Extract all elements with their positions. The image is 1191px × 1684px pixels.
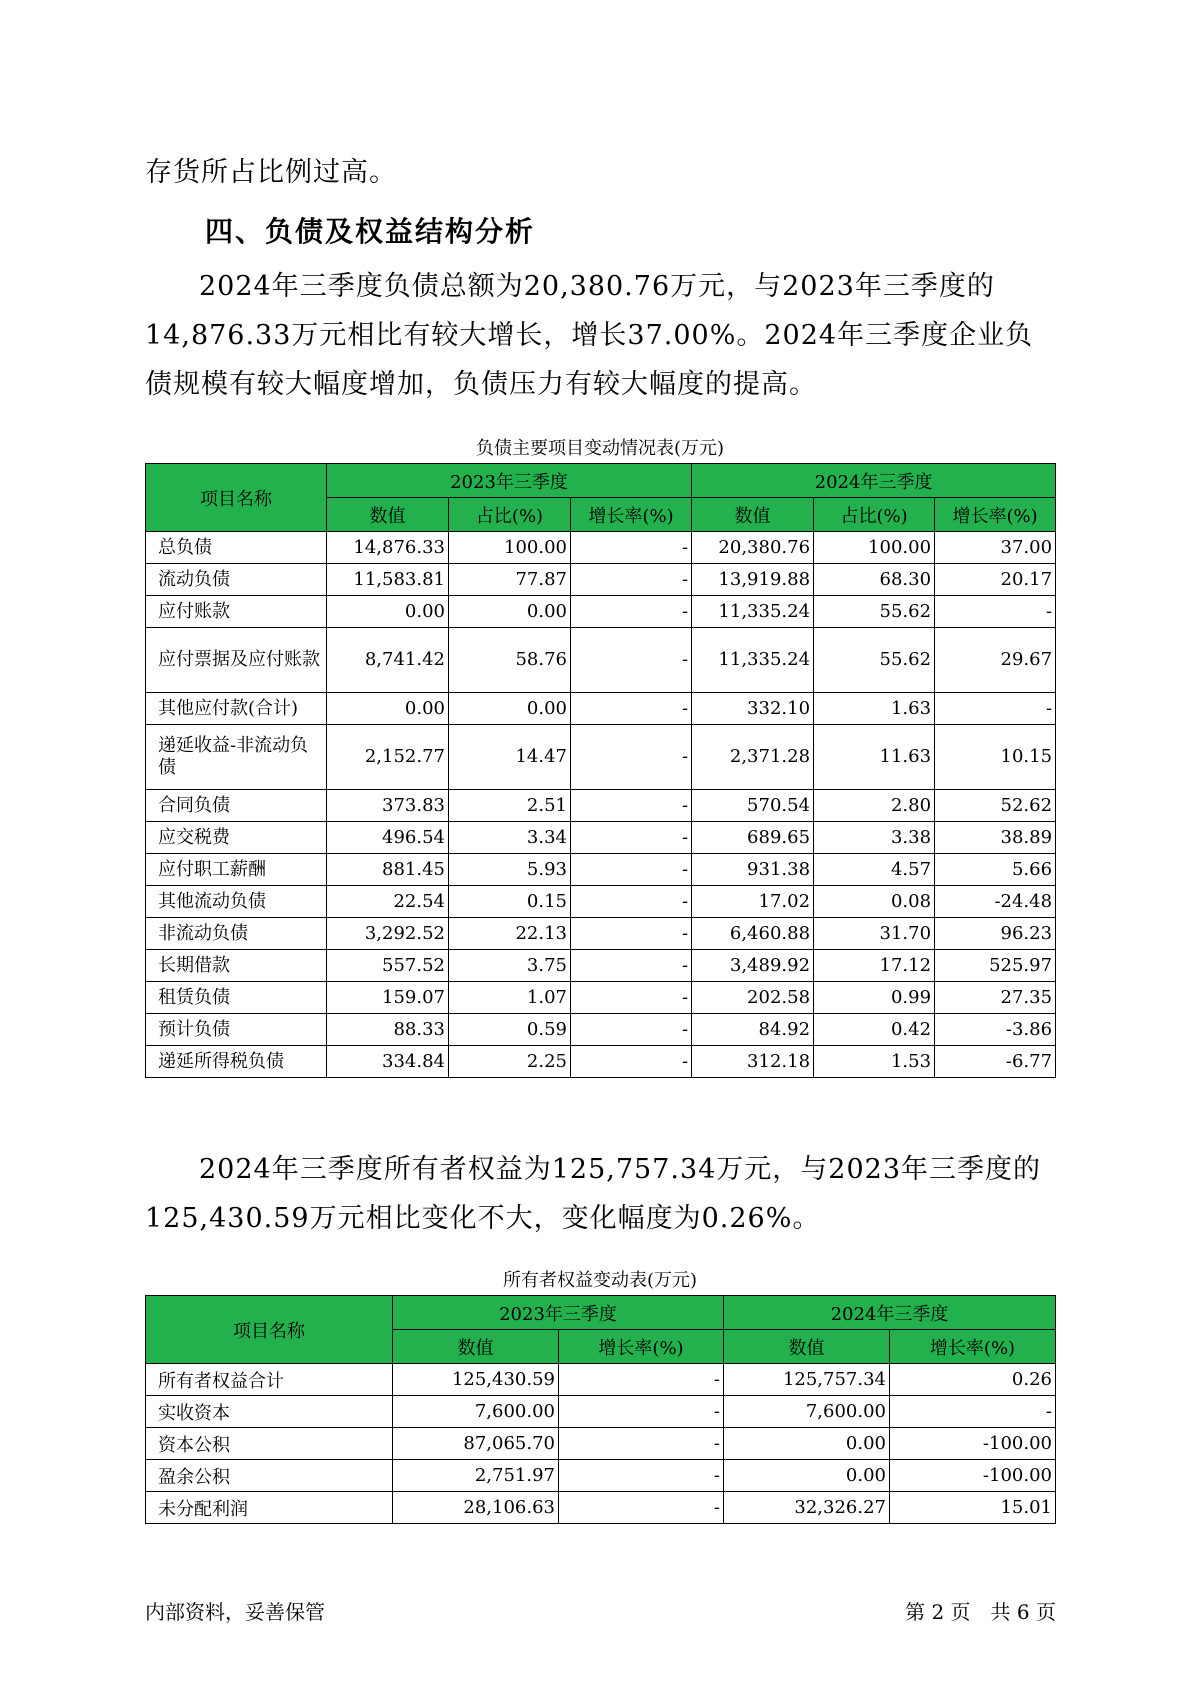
value-cell: 125,757.34 [724, 1364, 890, 1396]
table-row [146, 790, 1056, 822]
value-cell: 32,326.27 [724, 1492, 890, 1524]
growth-cell: 15.01 [890, 1492, 1056, 1524]
growth-cell: 20.17 [935, 564, 1056, 596]
value-cell: 8,741.42 [327, 628, 449, 693]
share-cell: 58.76 [449, 628, 571, 693]
growth-cell: - [571, 693, 692, 725]
share-cell: 1.63 [814, 693, 935, 725]
share-cell: 0.42 [814, 1014, 935, 1046]
table-row [146, 950, 1056, 982]
item-name-cell: 流动负债 [146, 564, 327, 596]
share-cell: 5.93 [449, 854, 571, 886]
table-row [146, 1428, 1056, 1460]
item-name-cell: 其他应付款(合计) [146, 693, 327, 725]
value-cell: 22.54 [327, 886, 449, 918]
footer-page-number: 第 2 页 共 6 页 [905, 1600, 1056, 1624]
liability-table [145, 463, 1056, 1078]
share-cell: 2.51 [449, 790, 571, 822]
growth-cell: - [571, 822, 692, 854]
growth-cell: - [571, 725, 692, 790]
value-cell: 17.02 [692, 886, 814, 918]
value-cell: 20,380.76 [692, 532, 814, 564]
table-row [146, 628, 1056, 693]
growth-cell: - [890, 1396, 1056, 1428]
value-cell: 557.52 [327, 950, 449, 982]
table-row [146, 854, 1056, 886]
header-growth: 增长率(%) [890, 1330, 1056, 1364]
value-cell: 7,600.00 [393, 1396, 559, 1428]
header-period-2024: 2024年三季度 [724, 1296, 1056, 1330]
share-cell: 3.75 [449, 950, 571, 982]
value-cell: 7,600.00 [724, 1396, 890, 1428]
item-name-cell: 递延收益-非流动负债 [146, 725, 327, 790]
table-row [146, 918, 1056, 950]
header-item-name: 项目名称 [146, 1296, 393, 1364]
value-cell: 373.83 [327, 790, 449, 822]
growth-cell: - [571, 532, 692, 564]
section-heading: 四、负债及权益结构分析 [205, 215, 536, 248]
header-period-2023: 2023年三季度 [393, 1296, 724, 1330]
growth-cell: - [559, 1492, 724, 1524]
value-cell: 689.65 [692, 822, 814, 854]
header-share: 占比(%) [449, 498, 571, 532]
header-period-2024: 2024年三季度 [692, 464, 1056, 498]
equity-summary-paragraph: 2024年三季度所有者权益为125,757.34万元，与2023年三季度的125,430.59万元相比变化不大，变化幅度为0.26%。 [145, 1154, 1042, 1234]
share-cell: 17.12 [814, 950, 935, 982]
table2-caption: 所有者权益变动表(万元) [502, 1270, 698, 1291]
share-cell: 22.13 [449, 918, 571, 950]
footer-confidential-note: 内部资料，妥善保管 [145, 1600, 325, 1624]
share-cell: 0.00 [449, 596, 571, 628]
table-row [146, 1492, 1056, 1524]
value-cell: 88.33 [327, 1014, 449, 1046]
table-row [146, 596, 1056, 628]
growth-cell: -3.86 [935, 1014, 1056, 1046]
table-row [146, 822, 1056, 854]
growth-cell: 37.00 [935, 532, 1056, 564]
equity-table [145, 1295, 1056, 1524]
item-name-cell: 应付票据及应付账款 [146, 628, 327, 693]
table-row [146, 1046, 1056, 1078]
growth-cell: 96.23 [935, 918, 1056, 950]
item-name-cell: 实收资本 [146, 1396, 393, 1428]
growth-cell: -24.48 [935, 886, 1056, 918]
value-cell: 0.00 [724, 1460, 890, 1492]
value-cell: 125,430.59 [393, 1364, 559, 1396]
item-name-cell: 资本公积 [146, 1428, 393, 1460]
value-cell: 159.07 [327, 982, 449, 1014]
share-cell: 0.00 [449, 693, 571, 725]
share-cell: 77.87 [449, 564, 571, 596]
growth-cell: - [559, 1428, 724, 1460]
growth-cell: - [571, 1046, 692, 1078]
growth-cell: 29.67 [935, 628, 1056, 693]
share-cell: 68.30 [814, 564, 935, 596]
item-name-cell: 其他流动负债 [146, 886, 327, 918]
item-name-cell: 所有者权益合计 [146, 1364, 393, 1396]
header-value: 数值 [393, 1330, 559, 1364]
intro-paragraph: 存货所占比例过高。 [145, 157, 397, 188]
value-cell: 2,751.97 [393, 1460, 559, 1492]
share-cell: 1.53 [814, 1046, 935, 1078]
share-cell: 0.08 [814, 886, 935, 918]
share-cell: 0.99 [814, 982, 935, 1014]
table1-caption: 负债主要项目变动情况表(万元) [475, 438, 725, 459]
share-cell: 4.57 [814, 854, 935, 886]
share-cell: 55.62 [814, 628, 935, 693]
header-growth: 增长率(%) [559, 1330, 724, 1364]
growth-cell: - [571, 790, 692, 822]
growth-cell: 38.89 [935, 822, 1056, 854]
growth-cell: - [559, 1364, 724, 1396]
growth-cell: - [571, 564, 692, 596]
growth-cell: - [571, 628, 692, 693]
value-cell: 0.00 [724, 1428, 890, 1460]
value-cell: 11,583.81 [327, 564, 449, 596]
growth-cell: - [571, 1014, 692, 1046]
header-period-2023: 2023年三季度 [327, 464, 692, 498]
share-cell: 3.38 [814, 822, 935, 854]
growth-cell: 0.26 [890, 1364, 1056, 1396]
value-cell: 84.92 [692, 1014, 814, 1046]
value-cell: 28,106.63 [393, 1492, 559, 1524]
value-cell: 496.54 [327, 822, 449, 854]
growth-cell: 52.62 [935, 790, 1056, 822]
growth-cell: -100.00 [890, 1428, 1056, 1460]
header-value: 数值 [692, 498, 814, 532]
value-cell: 881.45 [327, 854, 449, 886]
share-cell: 0.59 [449, 1014, 571, 1046]
share-cell: 14.47 [449, 725, 571, 790]
growth-cell: -6.77 [935, 1046, 1056, 1078]
growth-cell: -100.00 [890, 1460, 1056, 1492]
header-value: 数值 [327, 498, 449, 532]
share-cell: 100.00 [814, 532, 935, 564]
growth-cell: - [571, 918, 692, 950]
share-cell: 31.70 [814, 918, 935, 950]
value-cell: 13,919.88 [692, 564, 814, 596]
growth-cell: - [559, 1460, 724, 1492]
item-name-cell: 长期借款 [146, 950, 327, 982]
table-row [146, 693, 1056, 725]
growth-cell: - [571, 982, 692, 1014]
item-name-cell: 应交税费 [146, 822, 327, 854]
table-row [146, 886, 1056, 918]
table-row [146, 725, 1056, 790]
header-growth: 增长率(%) [571, 498, 692, 532]
growth-cell: - [571, 854, 692, 886]
header-growth: 增长率(%) [935, 498, 1056, 532]
item-name-cell: 合同负债 [146, 790, 327, 822]
value-cell: 11,335.24 [692, 628, 814, 693]
table-row [146, 1460, 1056, 1492]
growth-cell: - [559, 1396, 724, 1428]
value-cell: 202.58 [692, 982, 814, 1014]
value-cell: 931.38 [692, 854, 814, 886]
share-cell: 3.34 [449, 822, 571, 854]
growth-cell: 10.15 [935, 725, 1056, 790]
value-cell: 570.54 [692, 790, 814, 822]
value-cell: 312.18 [692, 1046, 814, 1078]
share-cell: 0.15 [449, 886, 571, 918]
item-name-cell: 未分配利润 [146, 1492, 393, 1524]
value-cell: 332.10 [692, 693, 814, 725]
growth-cell: - [571, 886, 692, 918]
growth-cell: 5.66 [935, 854, 1056, 886]
value-cell: 11,335.24 [692, 596, 814, 628]
item-name-cell: 总负债 [146, 532, 327, 564]
value-cell: 2,371.28 [692, 725, 814, 790]
item-name-cell: 盈余公积 [146, 1460, 393, 1492]
value-cell: 3,292.52 [327, 918, 449, 950]
growth-cell: - [935, 596, 1056, 628]
value-cell: 87,065.70 [393, 1428, 559, 1460]
share-cell: 1.07 [449, 982, 571, 1014]
value-cell: 3,489.92 [692, 950, 814, 982]
share-cell: 55.62 [814, 596, 935, 628]
share-cell: 2.25 [449, 1046, 571, 1078]
table-row [146, 1014, 1056, 1046]
table-row [146, 532, 1056, 564]
share-cell: 100.00 [449, 532, 571, 564]
liability-summary-paragraph: 2024年三季度负债总额为20,380.76万元，与2023年三季度的14,876.33万元相比有较大增长，增长37.00%。2024年三季度企业负债规模有较大幅度增加，负债压力有较大幅度的提高。 [145, 271, 1034, 400]
share-cell: 11.63 [814, 725, 935, 790]
item-name-cell: 应付职工薪酬 [146, 854, 327, 886]
header-share: 占比(%) [814, 498, 935, 532]
value-cell: 0.00 [327, 596, 449, 628]
value-cell: 14,876.33 [327, 532, 449, 564]
growth-cell: - [571, 596, 692, 628]
growth-cell: 27.35 [935, 982, 1056, 1014]
growth-cell: - [571, 950, 692, 982]
table-row [146, 564, 1056, 596]
header-value: 数值 [724, 1330, 890, 1364]
table-row [146, 1364, 1056, 1396]
table-row [146, 982, 1056, 1014]
value-cell: 0.00 [327, 693, 449, 725]
value-cell: 6,460.88 [692, 918, 814, 950]
growth-cell: 525.97 [935, 950, 1056, 982]
item-name-cell: 非流动负债 [146, 918, 327, 950]
share-cell: 2.80 [814, 790, 935, 822]
item-name-cell: 应付账款 [146, 596, 327, 628]
item-name-cell: 递延所得税负债 [146, 1046, 327, 1078]
table-row [146, 1396, 1056, 1428]
item-name-cell: 租赁负债 [146, 982, 327, 1014]
value-cell: 334.84 [327, 1046, 449, 1078]
growth-cell: - [935, 693, 1056, 725]
header-item-name: 项目名称 [146, 464, 327, 532]
item-name-cell: 预计负债 [146, 1014, 327, 1046]
value-cell: 2,152.77 [327, 725, 449, 790]
